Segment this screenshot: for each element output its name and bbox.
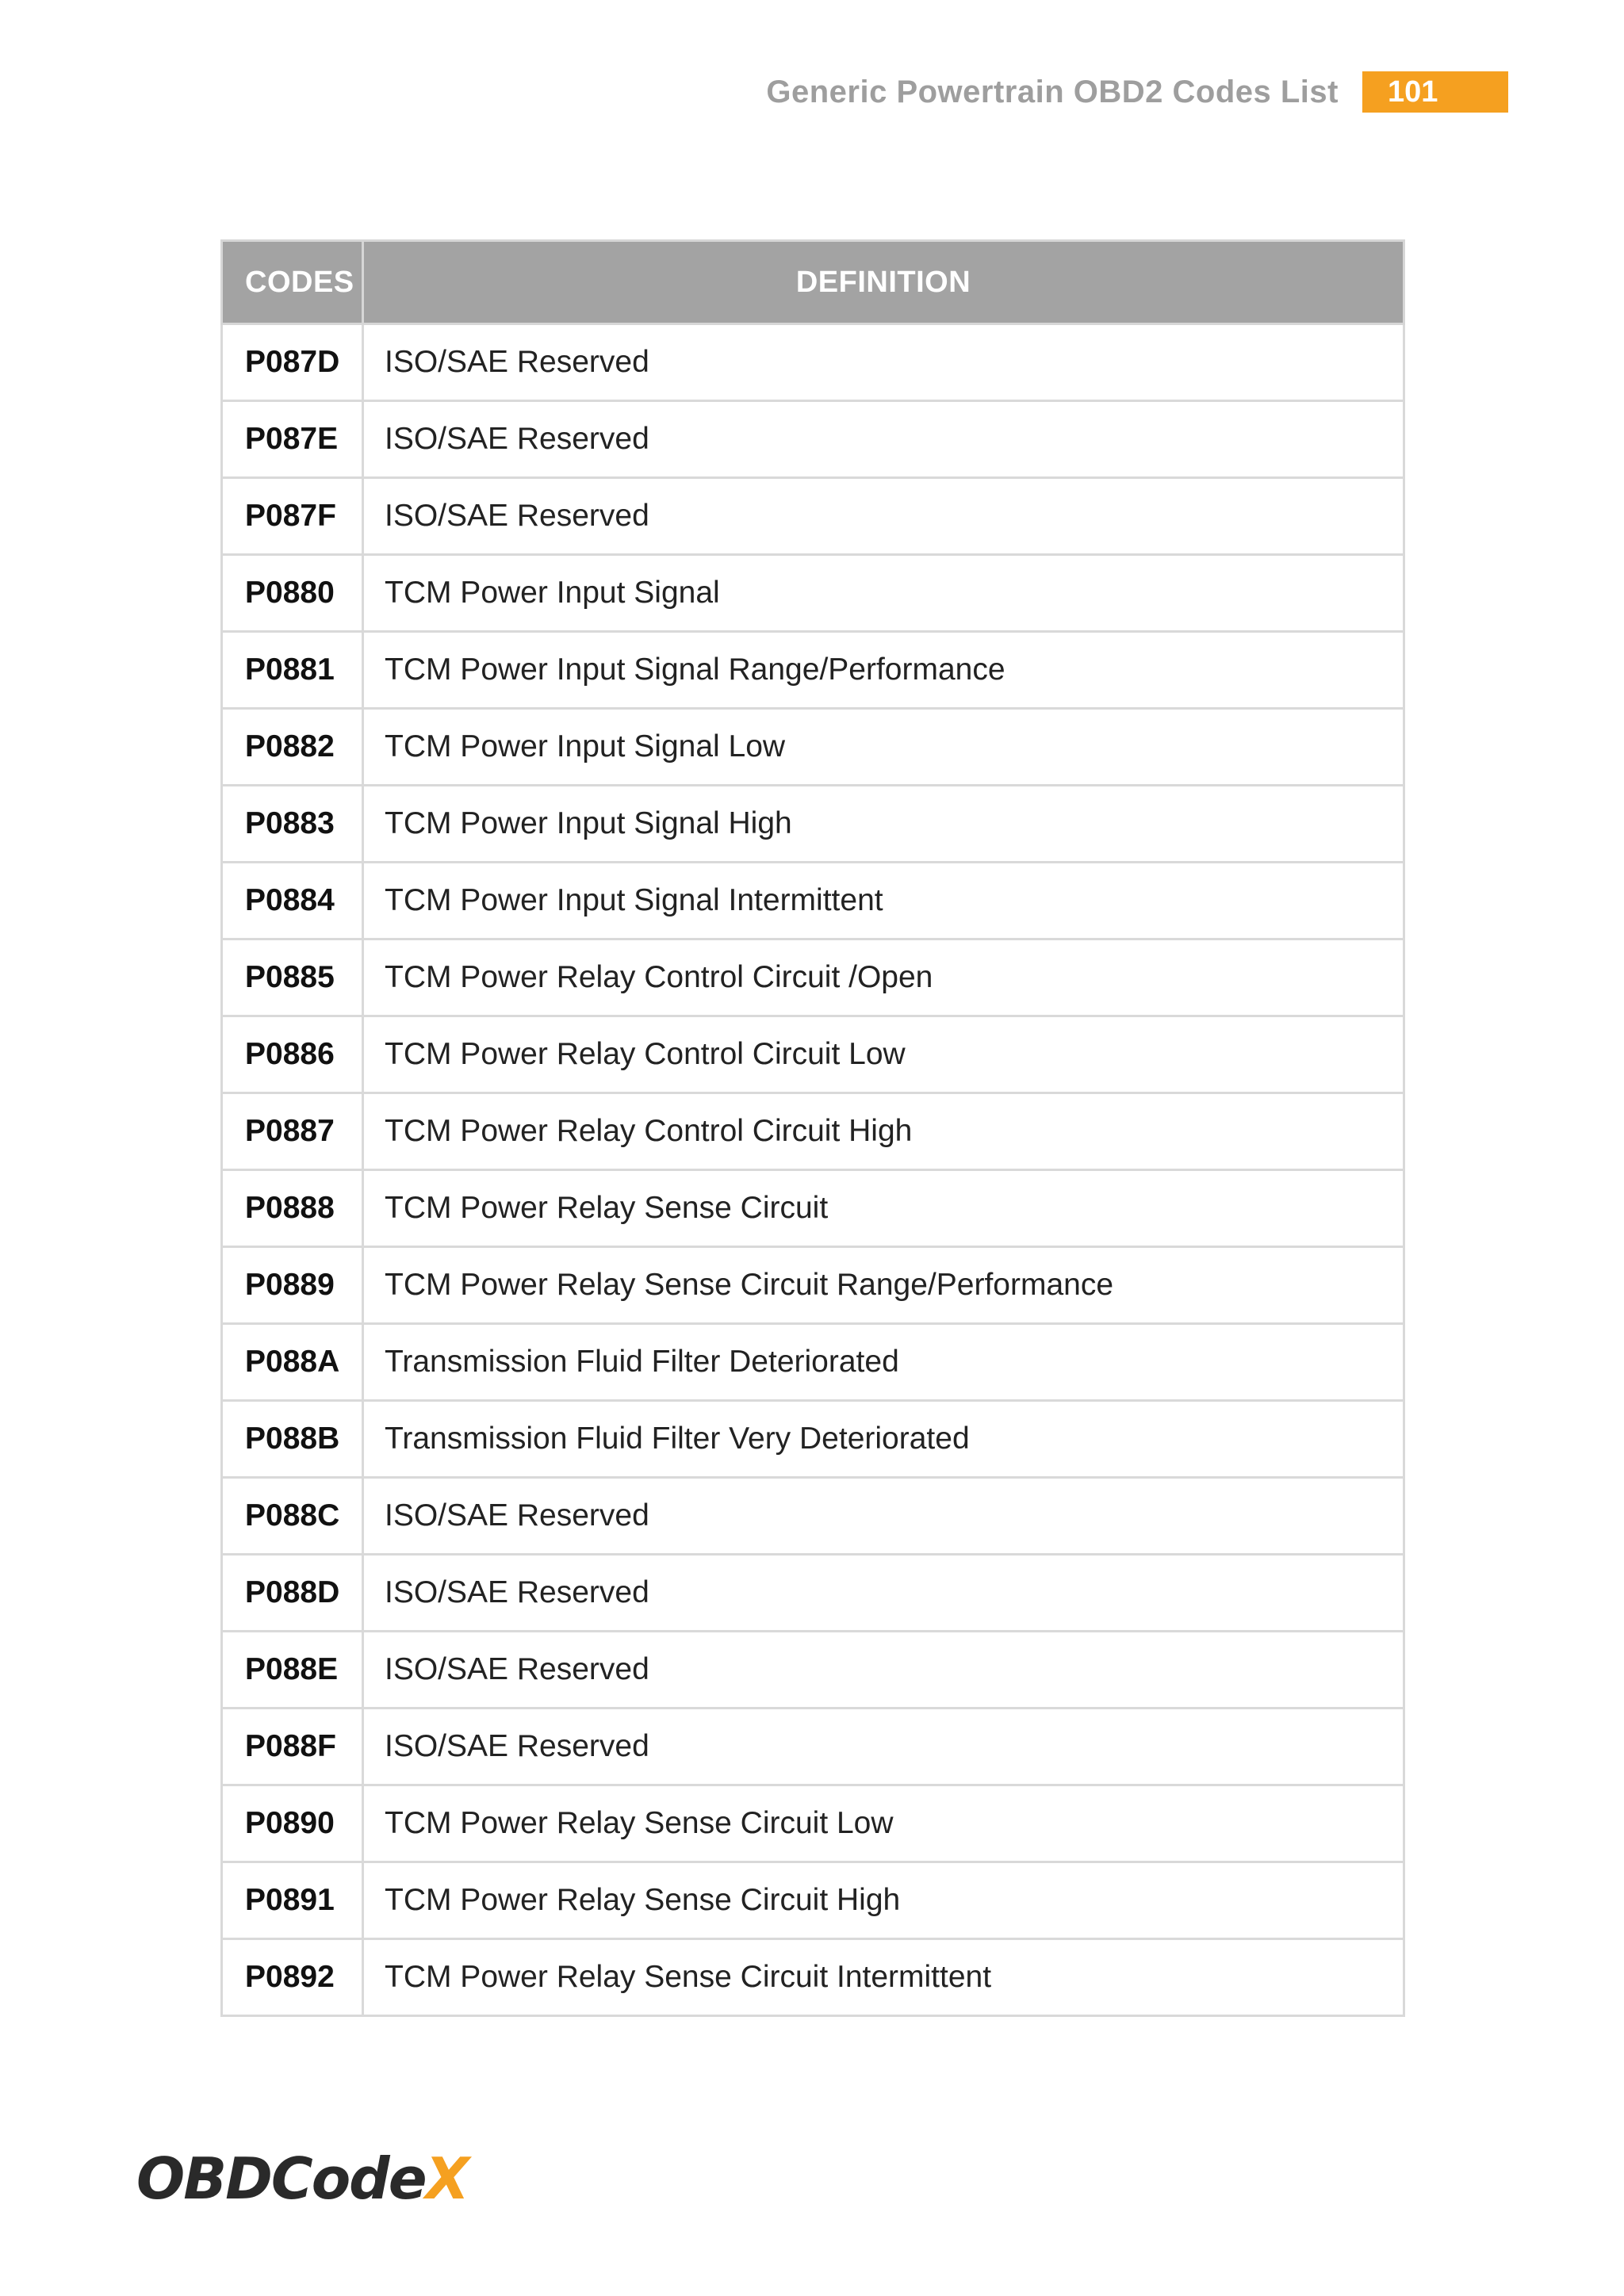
table-row [222,632,1404,709]
table-row [222,1939,1404,2016]
definition-cell: ISO/SAE Reserved [363,478,1404,555]
definition-cell: TCM Power Relay Sense Circuit Range/Performance [363,1247,1404,1324]
definition-cell: ISO/SAE Reserved [363,324,1404,401]
logo-accent-text: X [425,2145,469,2212]
code-cell: P0886 [222,1016,363,1093]
table-row [222,1555,1404,1632]
table-row [222,478,1404,555]
table-row [222,939,1404,1016]
definition-cell: TCM Power Relay Sense Circuit Low [363,1785,1404,1862]
definition-cell: ISO/SAE Reserved [363,401,1404,478]
code-cell: P0885 [222,939,363,1016]
table-row [222,1247,1404,1324]
definition-cell: TCM Power Relay Control Circuit Low [363,1016,1404,1093]
definition-cell: ISO/SAE Reserved [363,1709,1404,1785]
logo-text: OBDCode [136,2145,426,2212]
table-row [222,1862,1404,1939]
code-cell: P088B [222,1401,363,1478]
table-row [222,786,1404,863]
table-row [222,1785,1404,1862]
definition-cell: Transmission Fluid Filter Deteriorated [363,1324,1404,1401]
definition-cell: TCM Power Relay Sense Circuit Intermittent [363,1939,1404,2016]
code-cell: P0888 [222,1170,363,1247]
definition-cell: ISO/SAE Reserved [363,1555,1404,1632]
code-cell: P087F [222,478,363,555]
code-cell: P0881 [222,632,363,709]
code-cell: P0883 [222,786,363,863]
code-cell: P088F [222,1709,363,1785]
table-row [222,1632,1404,1709]
code-cell: P0889 [222,1247,363,1324]
definition-cell: TCM Power Input Signal High [363,786,1404,863]
definition-cell: TCM Power Input Signal [363,555,1404,632]
code-cell: P0891 [222,1862,363,1939]
code-cell: P0890 [222,1785,363,1862]
page-number-badge: 101 [1362,71,1508,113]
codes-table [220,239,1405,2017]
definition-cell: TCM Power Input Signal Low [363,709,1404,786]
definition-cell: TCM Power Input Signal Intermittent [363,863,1404,939]
definition-cell: Transmission Fluid Filter Very Deteriorated [363,1401,1404,1478]
definition-cell: TCM Power Relay Sense Circuit [363,1170,1404,1247]
code-cell: P0884 [222,863,363,939]
table-row [222,555,1404,632]
table-row [222,1093,1404,1170]
code-cell: P0892 [222,1939,363,2016]
code-cell: P088E [222,1632,363,1709]
definition-cell: ISO/SAE Reserved [363,1478,1404,1555]
code-cell: P0887 [222,1093,363,1170]
table-row [222,324,1404,401]
definition-cell: TCM Power Relay Control Circuit /Open [363,939,1404,1016]
definition-cell: ISO/SAE Reserved [363,1632,1404,1709]
table-row [222,1324,1404,1401]
table-row [222,401,1404,478]
table-row [222,863,1404,939]
table-header-row [222,241,1404,324]
code-cell: P0880 [222,555,363,632]
code-cell: P0882 [222,709,363,786]
page-header [766,71,1508,113]
document-title: Generic Powertrain OBD2 Codes List [766,74,1339,109]
code-cell: P088A [222,1324,363,1401]
table-row [222,1016,1404,1093]
obdcodex-logo [136,2145,469,2212]
definition-cell: TCM Power Relay Control Circuit High [363,1093,1404,1170]
column-header-codes: CODES [222,241,363,324]
code-cell: P088D [222,1555,363,1632]
table-row [222,1709,1404,1785]
table-row [222,1401,1404,1478]
table-row [222,1478,1404,1555]
code-cell: P087D [222,324,363,401]
code-cell: P087E [222,401,363,478]
table-row [222,709,1404,786]
definition-cell: TCM Power Input Signal Range/Performance [363,632,1404,709]
table-row [222,1170,1404,1247]
code-cell: P088C [222,1478,363,1555]
definition-cell: TCM Power Relay Sense Circuit High [363,1862,1404,1939]
column-header-definition: DEFINITION [363,241,1404,324]
